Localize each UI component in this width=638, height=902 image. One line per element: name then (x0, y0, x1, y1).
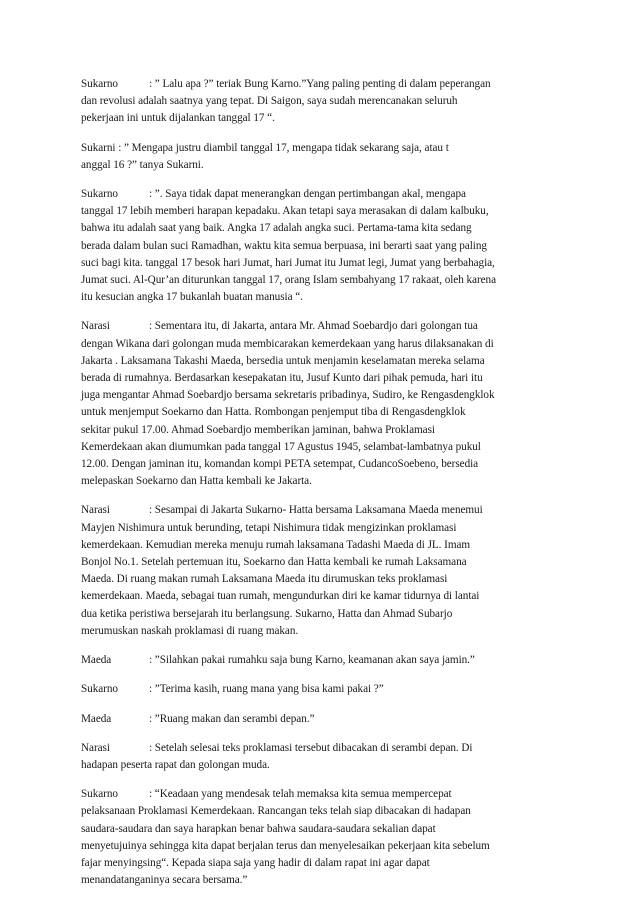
text-line-content: : ” Lalu apa ?” teriak Bung Karno.”Yang paling penting di dalam peperangan (149, 78, 491, 90)
text-line: dan revolusi adalah saatnya yang tepat. Di Saigon, saya sudah merencanakan seluruh (81, 95, 458, 108)
speaker-name: Narasi (81, 504, 110, 517)
speaker-name: Narasi (81, 741, 110, 754)
text-line (81, 318, 565, 335)
text-line: anggal 16 ?” tanya Sukarni. (81, 158, 204, 171)
text-line: untuk menjemput Soekarno dan Hatta. Rombongan penjemput tiba di Rengasdengklok (81, 406, 466, 419)
text-line: fajar menyingsing“. Kepada siapa saja yang hadir di dalam rapat ini agar dapat (81, 856, 430, 869)
text-line: hadapan peserta rapat dan golongan muda. (81, 758, 270, 771)
text-line: itu kesucian angka 17 bukanlah buatan manusia “. (81, 291, 303, 304)
dialogue-paragraph (81, 711, 565, 728)
text-line: merumuskan naskah proklamasi di ruang makan. (81, 624, 299, 637)
text-line: menandatanganinya secara bersama.” (81, 874, 248, 887)
text-line: pekerjaan ini untuk dijalankan tanggal 17 “. (81, 112, 275, 125)
text-line: sekitar pukul 17.00. Ahmad Soebardjo memberikan jaminan, bahwa Proklamasi (81, 423, 435, 436)
text-line (81, 711, 565, 728)
text-line: saudara-saudara dan saya harapkan benar bahwa saudara-saudara sekalian dapat (81, 822, 436, 835)
text-line: 12.00. Dengan jaminan itu, komandan kompi PETA setempat, CudancoSoebeno, bersedia (81, 458, 479, 471)
speaker-name: Sukarno (81, 788, 118, 801)
speaker-name: Maeda (81, 712, 112, 725)
text-line (81, 186, 565, 203)
text-line: dengan Wikana dari golongan muda membicarakan kemerdekaan yang harus dilaksanakan di (81, 337, 494, 350)
text-line: bahwa itu adalah saat yang baik. Angka 17 adalah angka suci. Pertama-tama kita sedang (81, 222, 472, 235)
dialogue-paragraph (81, 740, 565, 774)
text-line-content: : Setelah selesai teks proklamasi tersebut dibacakan di serambi depan. Di (149, 741, 473, 754)
text-line (81, 76, 565, 93)
text-line: Bonjol No.1. Setelah pertemuan itu, Soekarno dan Hatta kembali ke rumah Laksamana (81, 556, 467, 569)
dialogue-paragraph (81, 318, 565, 490)
text-line (81, 652, 565, 669)
text-line: Mayjen Nishimura untuk berunding, tetapi Nishimura tidak mengizinkan proklamasi (81, 521, 457, 534)
text-line-content: : Sesampai di Jakarta Sukarno- Hatta bersama Laksamana Maeda menemui (149, 504, 483, 517)
text-line-content: : ”. Saya tidak dapat menerangkan dengan pertimbangan akal, mengapa (149, 188, 466, 201)
speaker-name: Sukarno (81, 188, 118, 201)
speaker-name: Maeda (81, 654, 112, 667)
text-line: Kemerdekaan akan diumumkan pada tanggal 17 Agustus 1945, selambat-lambatnya pukul (81, 440, 481, 453)
text-line: berada di rumahnya. Berdasarkan kesepakatan itu, Jusuf Kunto dari pihak pemuda, hari itu (81, 372, 483, 385)
text-line: berada dalam bulan suci Ramadhan, waktu kita semua berpuasa, ini berarti saat yang paling (81, 239, 487, 252)
text-line (81, 502, 565, 519)
text-line: tanggal 17 lebih memberi harapan kepadaku. Akan tetapi saya merasakan di dalam kalbuku, (81, 205, 489, 218)
text-line-content: : ”Terima kasih, ruang mana yang bisa kami pakai ?” (149, 683, 384, 696)
text-line: Jumat suci. Al-Qur’an diturunkan tanggal 17, orang Islam sembahyang 17 rakaat, oleh karena (81, 274, 497, 287)
text-line (81, 681, 565, 698)
dialogue-paragraph (81, 502, 565, 640)
text-line-content: : “Keadaan yang mendesak telah memaksa kita semua mempercepat (149, 788, 452, 801)
text-line (81, 786, 565, 803)
speaker-name: Sukarno (81, 683, 118, 696)
dialogue-paragraph (81, 681, 565, 698)
speaker-name: Narasi (81, 320, 110, 333)
dialogue-paragraph (81, 140, 565, 174)
text-line: Sukarni : ” Mengapa justru diambil tanggal 17, mengapa tidak sekarang saja, atau t (81, 141, 449, 154)
text-line: menyetujuinya sehingga kita dapat berjalan terus dan menyelesaikan pekerjaan kita sebelum (81, 839, 490, 852)
dialogue-paragraph (81, 76, 565, 128)
text-line: Maeda. Di ruang makan rumah Laksamana Maeda itu dirumuskan teks proklamasi (81, 573, 448, 586)
text-line-content: : ”Silahkan pakai rumahku saja bung Karno, keamanan akan saya jamin.” (149, 654, 475, 667)
text-line: kemerdekaan. Kemudian mereka menuju rumah laksamana Tadashi Maeda di JL. Imam (81, 538, 471, 551)
speaker-name: Sukarno (81, 78, 118, 90)
dialogue-paragraph (81, 786, 565, 889)
text-line-content: : ”Ruang makan dan serambi depan.” (149, 712, 315, 725)
text-line: suci bagi kita. tanggal 17 besok hari Jumat, hari Jumat itu Jumat legi, Jumat yang berbahagia, (81, 256, 495, 269)
text-line: pelaksanaan Proklamasi Kemerdekaan. Rancangan teks telah siap dibacakan di hadapan (81, 805, 471, 818)
dialogue-paragraph (81, 652, 565, 669)
text-line: melepaskan Soekarno dan Hatta kembali ke Jakarta. (81, 475, 312, 488)
dialogue-paragraph (81, 186, 565, 306)
text-line: dua ketika peristiwa bersejarah itu berlangsung. Sukarno, Hatta dan Ahmad Subarjo (81, 607, 453, 620)
text-line: kemerdekaan. Maeda, sebagai tuan rumah, mengundurkan diri ke kamar tidurnya di lantai (81, 590, 480, 603)
text-line: juga mengantar Ahmad Soebardjo bersama sekretaris pribadinya, Sudiro, ke Rengasdengklok (81, 389, 495, 402)
text-line (81, 740, 565, 757)
text-line: Jakarta . Laksamana Takashi Maeda, bersedia untuk menjamin keselamatan mereka selama (81, 354, 485, 367)
text-line-content: : Sementara itu, di Jakarta, antara Mr. Ahmad Soebardjo dari golongan tua (149, 320, 478, 333)
